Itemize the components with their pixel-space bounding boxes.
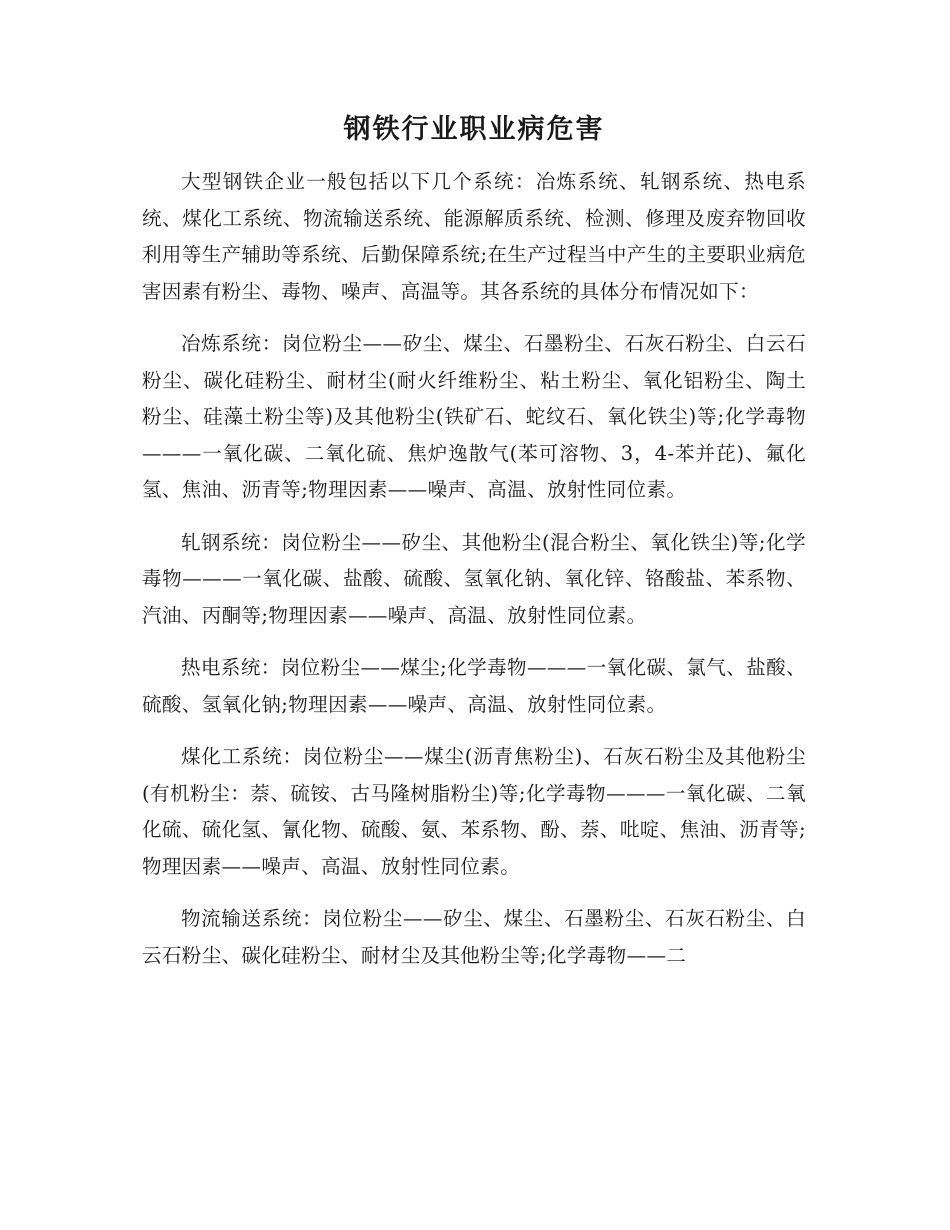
document-title: 钢铁行业职业病危害 <box>343 114 605 145</box>
paragraph-intro: 大型钢铁企业一般包括以下几个系统：冶炼系统、轧钢系统、热电系统、煤化工系统、物流输送系统、能源解质系统、检测、修理及废弃物回收利用等生产辅助等系统、后勤保障系统;在生产过程当中产生的主要职业病危害因素有粉尘、毒物、噪声、高温等。其各系统的具体分布情况如下： <box>142 170 806 303</box>
paragraph-coal-chemical-system: 煤化工系统：岗位粉尘——煤尘(沥青焦粉尘)、石灰石粉尘及其他粉尘(有机粉尘：萘、硫铵、古马隆树脂粉尘)等;化学毒物———一氧化碳、二氧化硫、硫化氢、氰化物、硫酸、氨、苯系物、酚、萘、吡啶、焦油、沥青等;物理因素——噪声、高温、放射性同位素。 <box>142 745 806 878</box>
paragraph-logistics-system: 物流输送系统：岗位粉尘——矽尘、煤尘、石墨粉尘、石灰石粉尘、白云石粉尘、碳化硅粉尘、耐材尘及其他粉尘等;化学毒物——二 <box>142 907 806 967</box>
paragraph-thermal-power-system: 热电系统：岗位粉尘——煤尘;化学毒物———一氧化碳、氯气、盐酸、硫酸、氢氧化钠;物理因素——噪声、高温、放射性同位素。 <box>142 656 806 716</box>
document-page <box>142 110 806 990</box>
paragraph-rolling-system: 轧钢系统：岗位粉尘——矽尘、其他粉尘(混合粉尘、氧化铁尘)等;化学毒物———一氧化碳、盐酸、硫酸、氢氧化钠、氧化锌、铬酸盐、苯系物、汽油、丙酮等;物理因素——噪声、高温、放射性同位素。 <box>142 530 806 627</box>
paragraph-smelting-system: 冶炼系统：岗位粉尘——矽尘、煤尘、石墨粉尘、石灰石粉尘、白云石粉尘、碳化硅粉尘、耐材尘(耐火纤维粉尘、粘土粉尘、氧化铝粉尘、陶土粉尘、硅藻土粉尘等)及其他粉尘(铁矿石、蛇纹石、氧化铁尘)等;化学毒物———一氧化碳、二氧化硫、焦炉逸散气(苯可溶物、3，4-苯并芘)、氟化氢、焦油、沥青等;物理因素——噪声、高温、放射性同位素。 <box>142 332 806 501</box>
